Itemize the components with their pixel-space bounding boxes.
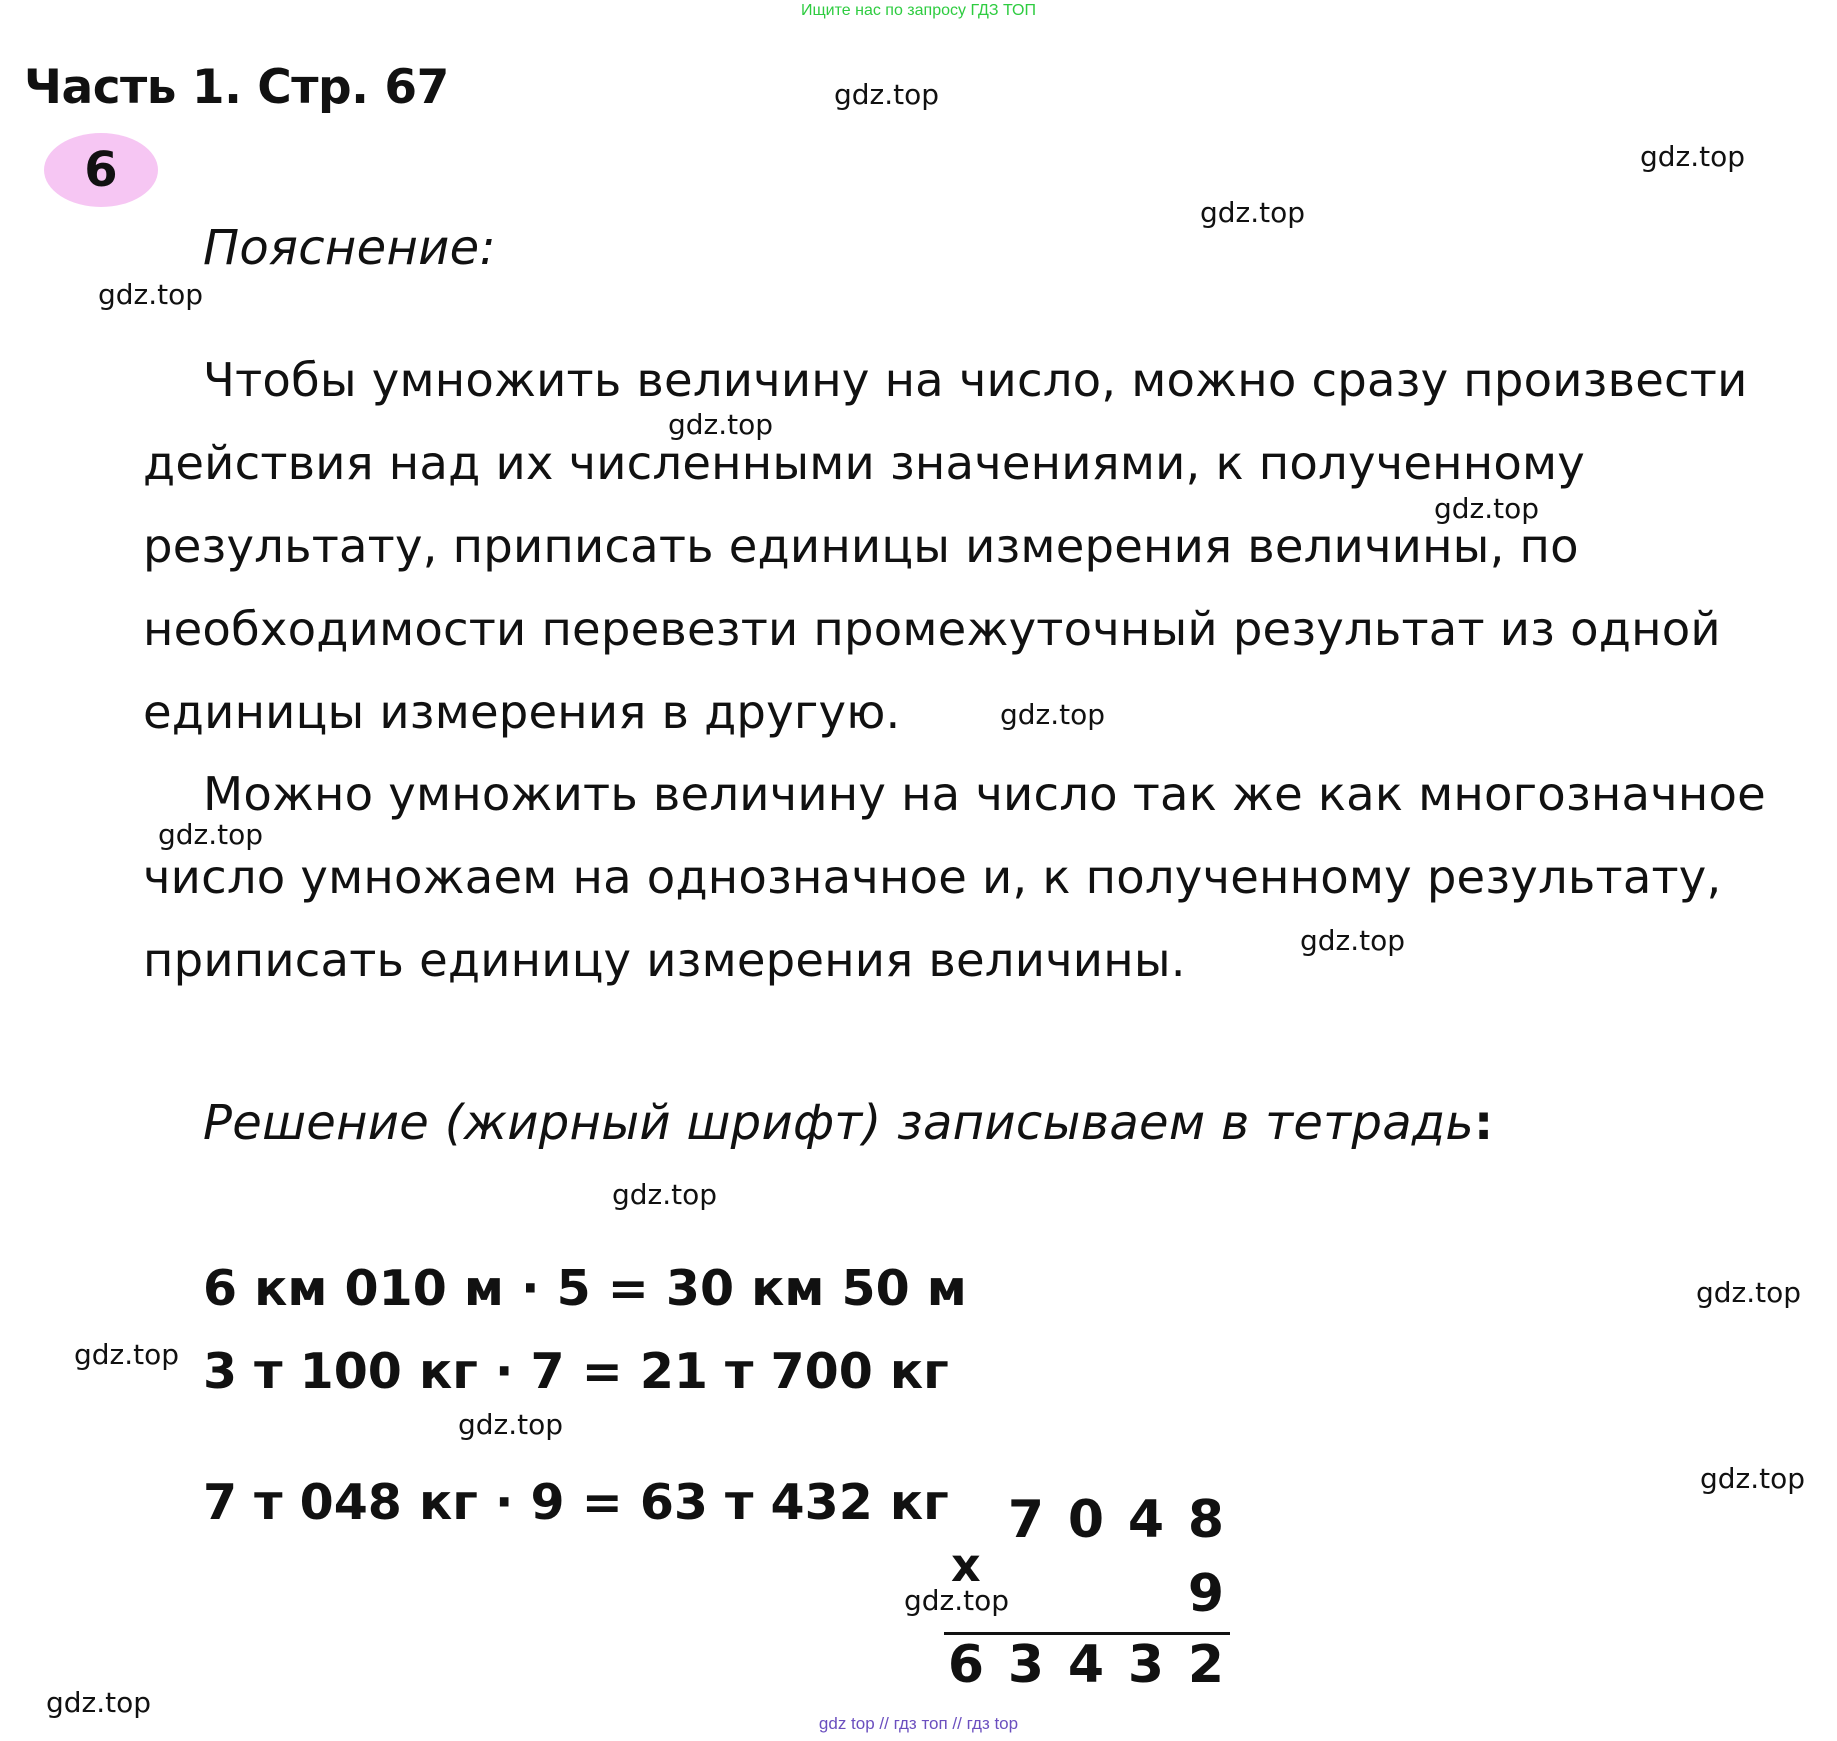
watermark: gdz.top [158, 818, 264, 851]
watermark: gdz.top [1300, 924, 1406, 957]
multiplicand-digit: 4 [1127, 1490, 1165, 1550]
watermark: gdz.top [834, 78, 940, 111]
result-digit: 3 [1007, 1635, 1045, 1695]
solution-line: 3 т 100 кг · 7 = 21 т 700 кг [203, 1343, 949, 1400]
watermark: gdz.top [1000, 698, 1106, 731]
solution-heading-colon: : [1474, 1095, 1494, 1151]
solution-heading-text: Решение (жирный шрифт) записываем в тетрадь [203, 1095, 1475, 1151]
result-digit: 2 [1187, 1635, 1225, 1695]
multiplicand-digit: 8 [1187, 1490, 1225, 1550]
solution-line: 7 т 048 кг · 9 = 63 т 432 кг [203, 1474, 949, 1531]
explanation-line: Можно умножить величину на число так же как многозначное [203, 767, 1766, 821]
multiplication-sign: х [951, 1538, 981, 1592]
page-title: Часть 1. Стр. 67 [24, 60, 449, 115]
watermark: gdz.top [1700, 1462, 1806, 1495]
watermark: gdz.top [74, 1338, 180, 1371]
watermark: gdz.top [458, 1408, 564, 1441]
explanation-line: Чтобы умножить величину на число, можно сразу произвести [203, 353, 1748, 407]
watermark: gdz.top [668, 408, 774, 441]
watermark: gdz.top [904, 1584, 1010, 1617]
explanation-line: единицы измерения в другую. [143, 685, 901, 739]
explanation-line: приписать единицу измерения величины. [143, 933, 1186, 987]
watermark: gdz.top [612, 1178, 718, 1211]
explanation-heading: Пояснение: [203, 220, 496, 276]
watermark: gdz.top [98, 278, 204, 311]
explanation-line: результату, приписать единицы измерения величины, по [143, 519, 1579, 573]
result-digit: 3 [1127, 1635, 1165, 1695]
result-digit: 4 [1067, 1635, 1105, 1695]
top-banner: Ищите нас по запросу ГДЗ ТОП [801, 2, 1036, 19]
explanation-line: необходимости перевезти промежуточный результат из одной [143, 602, 1721, 656]
task-number: 6 [84, 142, 118, 198]
watermark: gdz.top [1640, 140, 1746, 173]
result-digit: 6 [947, 1635, 985, 1695]
solution-line: 6 км 010 м · 5 = 30 км 50 м [203, 1260, 967, 1317]
watermark: gdz.top [1696, 1276, 1802, 1309]
solution-heading [203, 1095, 1494, 1151]
footer-watermark: gdz top // гдз топ // гдз top [818, 1714, 1019, 1733]
watermark: gdz.top [46, 1686, 152, 1719]
multiplicand-digit: 0 [1067, 1490, 1105, 1550]
explanation-line: число умножаем на однозначное и, к полученному результату, [143, 850, 1722, 904]
explanation-line: действия над их численными значениями, к полученному [143, 436, 1586, 490]
watermark: gdz.top [1434, 492, 1540, 525]
multiplier-digit: 9 [1187, 1564, 1225, 1624]
multiplicand-digit: 7 [1007, 1490, 1045, 1550]
watermark: gdz.top [1200, 196, 1306, 229]
